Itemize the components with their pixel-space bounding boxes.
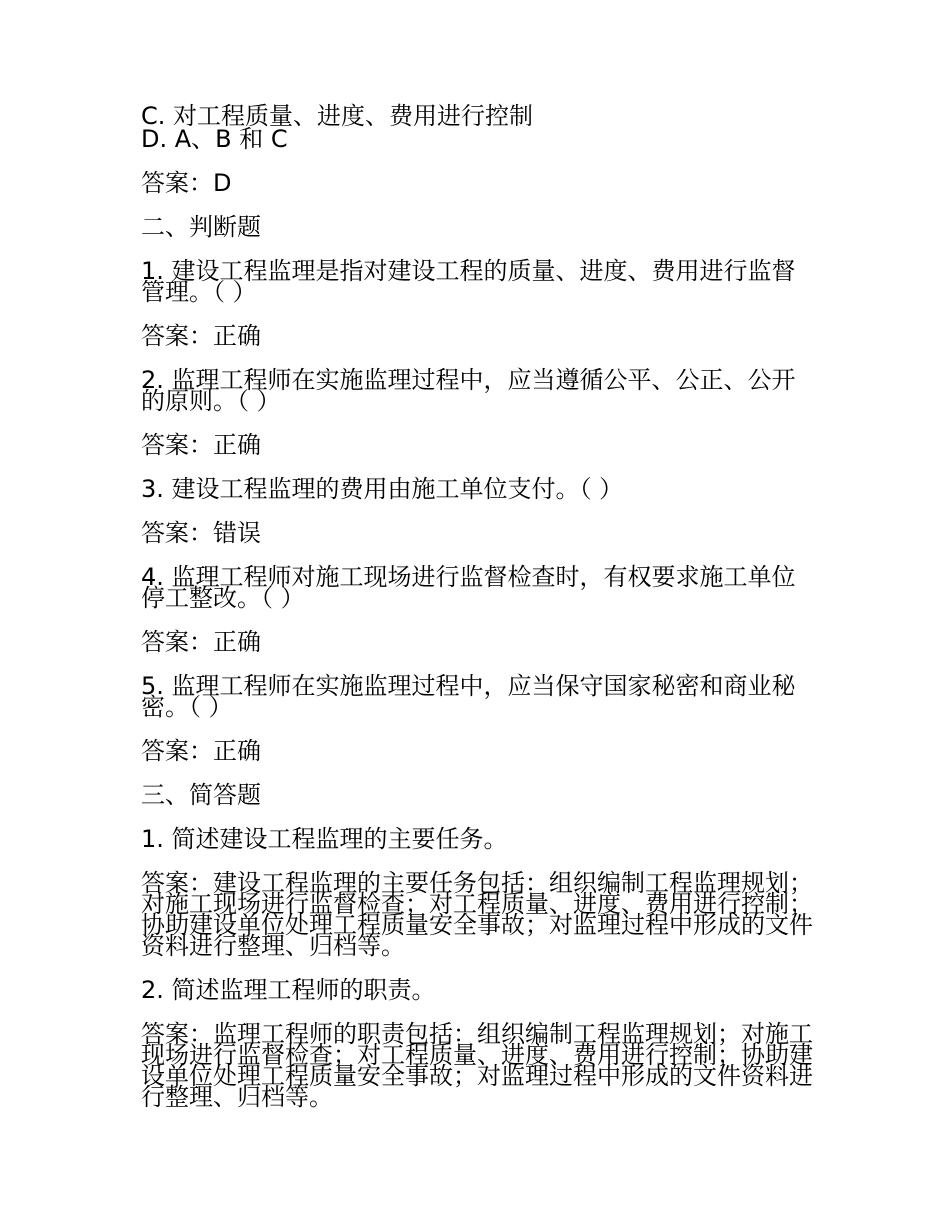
answer-prev: 答案：D	[141, 169, 232, 197]
section-2-title: 二、判断题	[141, 213, 261, 241]
answer-2-1: 答案：正确	[141, 322, 261, 350]
question-2-4: 4. 监理工程师对施工现场进行监督检查时，有权要求施工单位停工整改。（ ）	[141, 563, 796, 612]
question-2-1: 1. 建设工程监理是指对建设工程的质量、进度、费用进行监督管理。（ ）	[141, 257, 796, 306]
answer-2-4: 答案：正确	[141, 628, 261, 656]
section-3-title: 三、简答题	[141, 781, 261, 809]
question-2-3: 3. 建设工程监理的费用由施工单位支付。（ ）	[141, 475, 624, 503]
question-2-5: 5. 监理工程师在实施监理过程中，应当保守国家秘密和商业秘密。（ ）	[141, 672, 796, 721]
answer-2-5: 答案：正确	[141, 737, 261, 765]
question-3-1: 1. 简述建设工程监理的主要任务。	[141, 825, 508, 853]
question-3-2: 2. 简述监理工程师的职责。	[141, 976, 436, 1004]
answer-3-1: 答案：建设工程监理的主要任务包括：组织编制工程监理规划；对施工现场进行监督检查；对工程质量、进度、费用进行控制；协助建设单位处理工程质量安全事故；对监理过程中形成的文件资料进行整理、归档等。	[141, 869, 813, 960]
option-d: D. A、B 和 C	[141, 125, 288, 153]
document-page	[141, 102, 813, 1111]
question-2-2: 2. 监理工程师在实施监理过程中，应当遵循公平、公正、公开的原则。（ ）	[141, 366, 796, 415]
answer-2-2: 答案：正确	[141, 431, 261, 459]
answer-2-3: 答案：错误	[141, 519, 261, 547]
option-c: C. 对工程质量、进度、费用进行控制	[141, 102, 534, 130]
answer-3-2: 答案：监理工程师的职责包括：组织编制工程监理规划；对施工现场进行监督检查；对工程质量、进度、费用进行控制；协助建设单位处理工程质量安全事故；对监理过程中形成的文件资料进行整理、归档等。	[141, 1020, 813, 1111]
